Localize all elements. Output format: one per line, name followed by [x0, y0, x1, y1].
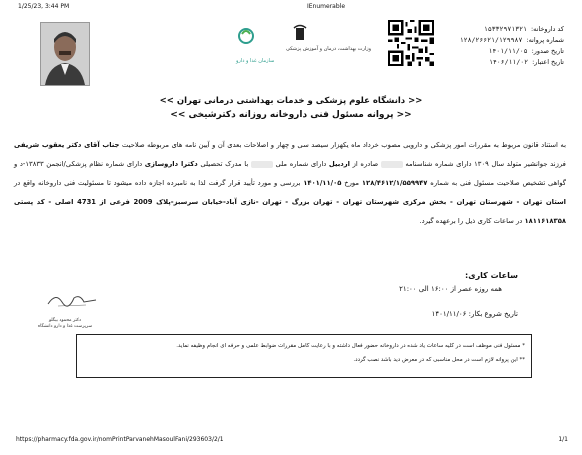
ministry-text: وزارت بهداشت، درمان و آموزش پزشکی — [286, 46, 372, 52]
signature-icon — [46, 288, 98, 310]
note-1: * مسئول فنی موظف است در کلیه ساعات یاد شده در داروخانه حضور فعال داشته و با رعایت کامل مقررات ضوابط علمی و حرفه ای انجام وظیفه نماید. — [176, 343, 525, 349]
body-p3b: دارای شماره نظام پزشکی/انجمن ۱۳۸۳۳-د و گواهی تشخیص صلاحیت مسئول فنی به شماره — [14, 160, 566, 187]
license-body — [14, 136, 566, 231]
body-degree: دکترا داروسازی — [144, 160, 198, 168]
body-address: تهران - شهرستان تهران - بخش مرکزی شهرستان تهران - تهران بزرگ - تهران -نازی آباد-خیابان سرسبز-پلاک 2009 فرعی از 4731 اصلی - کد پستی — [14, 198, 543, 206]
meta-code-row — [440, 24, 564, 35]
work-hours-value: همه روزه عصر از ۱۶:۰۰ الی ۲۱:۰۰ — [399, 285, 502, 293]
body-p4a: مورخ — [344, 179, 360, 187]
signatory — [30, 318, 100, 330]
license-meta — [440, 24, 564, 68]
meta-issue-row — [440, 46, 564, 57]
fda-text: سازمان غذا و دارو — [236, 58, 275, 64]
body-province: استان — [545, 198, 566, 206]
print-tab-title: IEnumerable — [307, 3, 346, 10]
body-p2a: صلاحیت — [121, 141, 145, 149]
meta-expiry-row — [440, 57, 564, 68]
print-datetime: 1/25/23, 3:44 PM — [18, 3, 70, 10]
body-p2d: دارای شماره ملی — [275, 160, 327, 168]
body-city: اردبیل — [328, 160, 351, 168]
body-postal: ۱۸۱۱۶۱۸۳۵۸ — [524, 217, 566, 225]
university-title: << دانشگاه علوم پزشکی و خدمات بهداشتی درمانی تهران >> — [159, 96, 423, 106]
body-p2b: فرزند جوانشیر متولد سال ۱۳۰۹ دارای شماره شناسنامه — [405, 160, 566, 168]
body-cert-no: ۱۲۸/۴۶۱۲/۱/۵۵۹۹۴۷ — [361, 179, 428, 187]
qr-code — [388, 20, 434, 66]
meta-license-value: ۱۲۸/۲۶۶۲۱/۱۲۹۹۸۷ — [459, 36, 523, 44]
header-logos — [236, 24, 376, 66]
body-p1: به استناد قانون مربوط به مقررات امور پزشکی و دارویی مصوب خرداد ماه یکهزار سیصد سی و چهار و اصلاحات بعدی آن و آیین نامه های مربوطه — [147, 141, 566, 149]
signatory-role: سرپرست غذا و دارو دانشگاه — [37, 324, 93, 329]
signatory-name: دکتر محمود بیگلو — [48, 318, 81, 323]
meta-issue-label: تاریخ صدور: — [531, 47, 564, 55]
meta-license-label: شماره پروانه: — [526, 36, 564, 44]
work-hours-title: ساعات کاری: — [465, 271, 518, 280]
meta-expiry-value: ۱۴۰۶/۱۱/۰۲ — [488, 58, 529, 66]
license-title: << پروانه مسئول فنی داروخانه روزانه دکترشیخی >> — [170, 110, 412, 120]
redacted-field — [381, 161, 403, 168]
print-footer-url: https://pharmacy.fda.gov.ir/nomPrintParvanehMasoulFani/293603/2/1 — [16, 436, 224, 443]
redacted-field — [251, 161, 273, 168]
start-date: تاریخ شروع بکار: ۱۴۰۱/۱۱/۰۶ — [431, 310, 518, 318]
meta-expiry-label: تاریخ اعتبار: — [532, 58, 564, 66]
print-page-number: 1/1 — [558, 436, 568, 443]
body-p2c: صادره از — [352, 160, 379, 168]
notes-box — [76, 334, 532, 378]
meta-license-row — [440, 35, 564, 46]
meta-code-value: ۱۵۳۳۲۹۷۱۳۲۱ — [483, 25, 527, 33]
note-2: ** این پروانه لازم است در محل مناسبی که در معرض دید باشد نصب گردد. — [353, 357, 525, 363]
profile-photo — [40, 22, 90, 86]
body-holder-name: جناب آقای دکتر یعقوب شریفی — [14, 141, 120, 149]
meta-issue-value: ۱۴۰۱/۱۱/۰۵ — [488, 47, 528, 55]
body-p4b: بررسی و مورد تأیید قرار گرفت لذا به نامبرده اجازه داده میشود تا مسئولیت فنی داروخانه واقع در — [14, 179, 301, 187]
body-p3a: با مدرک تحصیلی — [200, 160, 249, 168]
body-cert-date: ۱۴۰۱/۱۱/۰۵ — [303, 179, 342, 187]
meta-code-label: کد داروخانه: — [530, 25, 564, 33]
body-p6: در ساعات کاری ذیل را برعهده گیرد. — [419, 217, 523, 225]
